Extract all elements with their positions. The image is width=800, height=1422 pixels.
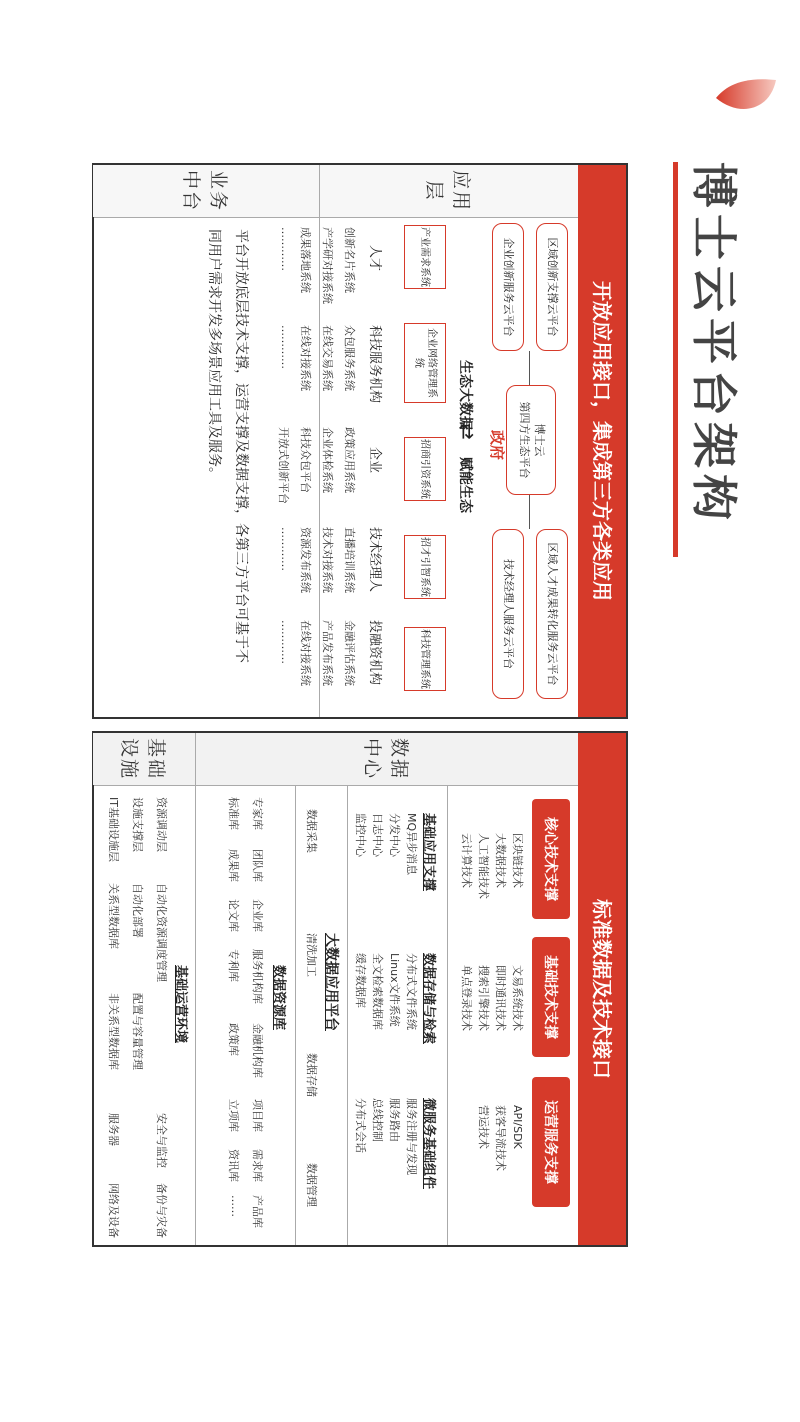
ops-env-item: 安全与监控 xyxy=(155,1113,168,1168)
resource-item: 项目库 xyxy=(251,1099,264,1132)
enterprise-innovation-box: 企业创新服务云平台 xyxy=(492,223,524,351)
storage-title: 数据存储与检索 xyxy=(421,953,436,1045)
column-item: 企业体检系统 xyxy=(321,427,334,493)
list-item: 即时通讯技术 xyxy=(493,965,507,1031)
column-head-enterprise: 企业 xyxy=(367,447,382,474)
list-item: 日志中心 xyxy=(370,813,384,857)
list-item: 搜索引擎技术 xyxy=(476,965,490,1031)
resource-item: 政策库 xyxy=(227,1023,240,1056)
bigdata-item: 数据存储 xyxy=(305,1053,318,1097)
ops-env-item: 网络及设备 xyxy=(107,1183,120,1238)
center-box-line-2: 第四方生态平台 xyxy=(518,401,531,479)
column-item: 资源发布系统 xyxy=(299,527,312,593)
resource-item: 资讯库 xyxy=(227,1149,240,1182)
exchange-arrows-icon: ⇄ xyxy=(455,423,479,440)
list-item: 全文检索数据库 xyxy=(370,953,384,1030)
system-box-3: 招商引资系统 xyxy=(404,437,446,501)
resource-item: 企业库 xyxy=(251,899,264,932)
section-divider xyxy=(347,785,348,1245)
ops-env-item: 非关系型数据库 xyxy=(107,993,120,1070)
section-divider xyxy=(295,785,296,1245)
data-panel xyxy=(92,731,628,1247)
resource-item: 专利库 xyxy=(227,949,240,982)
petal-logo-icon xyxy=(712,72,780,118)
column-item: 科技众包平台 xyxy=(299,427,312,493)
column-head-tech-manager: 技术经理人 xyxy=(367,527,382,593)
bigdata-item: 清洗加工 xyxy=(305,933,318,977)
core-tech-header: 核心技术支撑 xyxy=(532,799,570,919)
list-item: 云计算技术 xyxy=(459,833,473,888)
empower-ecology-label: 赋能生态 xyxy=(457,457,473,513)
column-item: ………… xyxy=(279,227,292,271)
microservice-title: 微服务基础组件 xyxy=(421,1098,436,1190)
ops-tech-header: 运营服务支撑 xyxy=(532,1077,570,1207)
system-box-1: 产业需求系统 xyxy=(404,225,446,289)
column-item: 创新名片系统 xyxy=(343,227,356,293)
infrastructure-label: 基础设施 xyxy=(93,733,196,785)
column-item: 政策应用系统 xyxy=(343,427,356,493)
list-item: 大数据技术 xyxy=(493,833,507,888)
data-center-label: 数据中心 xyxy=(196,733,578,785)
note-line-1: 平台开放底层技术支撑，运营支撑及数据支撑，各第三方平台可基于不 xyxy=(233,229,249,663)
base-tech-header: 基础技术支撑 xyxy=(532,937,570,1057)
list-item: API/SDK xyxy=(511,1105,524,1149)
system-box-5: 科技管理系统 xyxy=(404,627,446,691)
list-item: 缓存数据库 xyxy=(353,953,367,1008)
column-head-talent: 人才 xyxy=(367,245,382,272)
system-box-4: 招才引智系统 xyxy=(404,535,446,599)
standard-interface-banner: 标准数据及技术接口 xyxy=(578,733,626,1245)
column-item: 在线对接系统 xyxy=(299,325,312,391)
column-item: 技术对接系统 xyxy=(321,527,334,593)
list-item: 分布式会话 xyxy=(353,1098,367,1153)
ops-env-item: 自动化资源调度管理 xyxy=(155,883,168,982)
ops-env-item: 设施支撑层 xyxy=(131,797,144,852)
center-box-line-1: 博士云 xyxy=(532,423,546,457)
app-layer-label: 应用层 xyxy=(320,165,578,217)
ecology-bigdata-label: 生态大数据 xyxy=(457,360,473,430)
column-item: 产学研对接系统 xyxy=(321,227,334,304)
column-item: 成果落地系统 xyxy=(299,227,312,293)
connector-left xyxy=(529,351,530,385)
resource-item: …… xyxy=(229,1195,242,1217)
platform-note xyxy=(201,229,254,699)
ops-env-item: 资源调动层 xyxy=(155,797,168,852)
list-item: 分发中心 xyxy=(387,813,401,857)
core-tech-list xyxy=(458,833,526,899)
application-panel xyxy=(92,163,628,719)
ops-env-item: 自动化部署 xyxy=(131,883,144,938)
list-item: 营运技术 xyxy=(476,1105,490,1149)
regional-innovation-box: 区域创新支撑云平台 xyxy=(536,223,568,351)
resource-item: 团队库 xyxy=(251,849,264,882)
list-item: 文易系统技术 xyxy=(511,965,524,1031)
list-item: 监控中心 xyxy=(353,813,367,857)
ops-env-item: 备份与灾备 xyxy=(155,1183,168,1238)
list-item: 服务注册与发现 xyxy=(405,1098,418,1175)
list-item: 分布式文件系统 xyxy=(405,953,418,1030)
bigdata-item: 数据采集 xyxy=(305,809,318,853)
app-interface-banner: 开放应用接口，集成第三方各类应用 xyxy=(578,165,626,717)
resource-item: 产品库 xyxy=(251,1195,264,1228)
column-item: ………… xyxy=(279,527,292,571)
ops-env-item: 关系型数据库 xyxy=(107,883,120,949)
talent-transfer-box: 区域人才成果转化服务云平台 xyxy=(536,529,568,699)
section-divider xyxy=(195,785,196,1245)
column-item: 产品发布系统 xyxy=(321,620,334,686)
column-item: 开放式创新平台 xyxy=(277,427,290,504)
column-item: ………… xyxy=(279,620,292,664)
list-item: 区块链技术 xyxy=(511,833,524,888)
microservice-list xyxy=(352,1098,420,1175)
resource-item: 需求库 xyxy=(251,1149,264,1182)
resource-item: 标准库 xyxy=(227,797,240,830)
column-item: 众包服务系统 xyxy=(343,325,356,391)
resource-title: 数据资源库 xyxy=(271,965,286,1031)
tech-manager-box: 技术经理人服务云平台 xyxy=(492,529,524,699)
ops-env-item: 服务器 xyxy=(107,1113,120,1146)
list-item: 单点登录技术 xyxy=(459,965,473,1031)
ops-env-item: 配置与容量管理 xyxy=(131,993,144,1070)
bigdata-item: 数据管理 xyxy=(305,1163,318,1207)
bigdata-platform-title: 大数据应用平台 xyxy=(323,933,339,1031)
column-head-investor: 投融资机构 xyxy=(367,620,382,686)
page-title: 博士云平台架构 xyxy=(687,162,741,526)
storage-list xyxy=(352,953,420,1030)
list-item: 服务路由 xyxy=(387,1098,401,1142)
column-item: 直播培训系统 xyxy=(343,527,356,593)
list-item: 人工智能技术 xyxy=(476,833,490,899)
label-divider xyxy=(94,217,578,218)
column-item: 在线交易系统 xyxy=(321,325,334,391)
resource-item: 立项库 xyxy=(227,1099,240,1132)
ops-tech-list xyxy=(475,1105,526,1171)
connector-right xyxy=(529,495,530,529)
resource-item: 专家库 xyxy=(251,797,264,830)
app-support-title: 基础应用支撑 xyxy=(421,813,436,892)
list-item: MQ异步消息 xyxy=(405,813,418,876)
resource-item: 金融机构库 xyxy=(251,1023,264,1078)
resource-item: 论文库 xyxy=(227,899,240,932)
bosi-cloud-center-box xyxy=(506,385,556,495)
section-divider xyxy=(447,785,448,1245)
ops-env-title: 基础运营环境 xyxy=(173,965,188,1044)
app-support-list xyxy=(352,813,420,875)
government-label: 政府 xyxy=(488,430,506,461)
column-item: ………… xyxy=(279,325,292,369)
ops-env-item: IT基础设施层 xyxy=(107,797,120,862)
list-item: Linux文件系统 xyxy=(387,953,401,1027)
system-box-2: 企业网络管理系统 xyxy=(404,323,446,403)
business-layer-label: 业务中台 xyxy=(93,165,320,217)
title-underline xyxy=(673,162,678,557)
column-item: 在线对接系统 xyxy=(299,620,312,686)
column-item: 金融评估系统 xyxy=(343,620,356,686)
resource-item: 成果库 xyxy=(227,849,240,882)
column-head-service: 科技服务机构 xyxy=(367,325,382,404)
note-line-2: 同用户需求开发多场景应用工具及服务。 xyxy=(206,229,223,481)
list-item: 获客导流技术 xyxy=(493,1105,507,1171)
label-divider xyxy=(94,785,578,786)
base-tech-list xyxy=(458,965,526,1031)
list-item: 总线控制 xyxy=(370,1098,384,1142)
resource-item: 服务机构库 xyxy=(251,949,264,1004)
